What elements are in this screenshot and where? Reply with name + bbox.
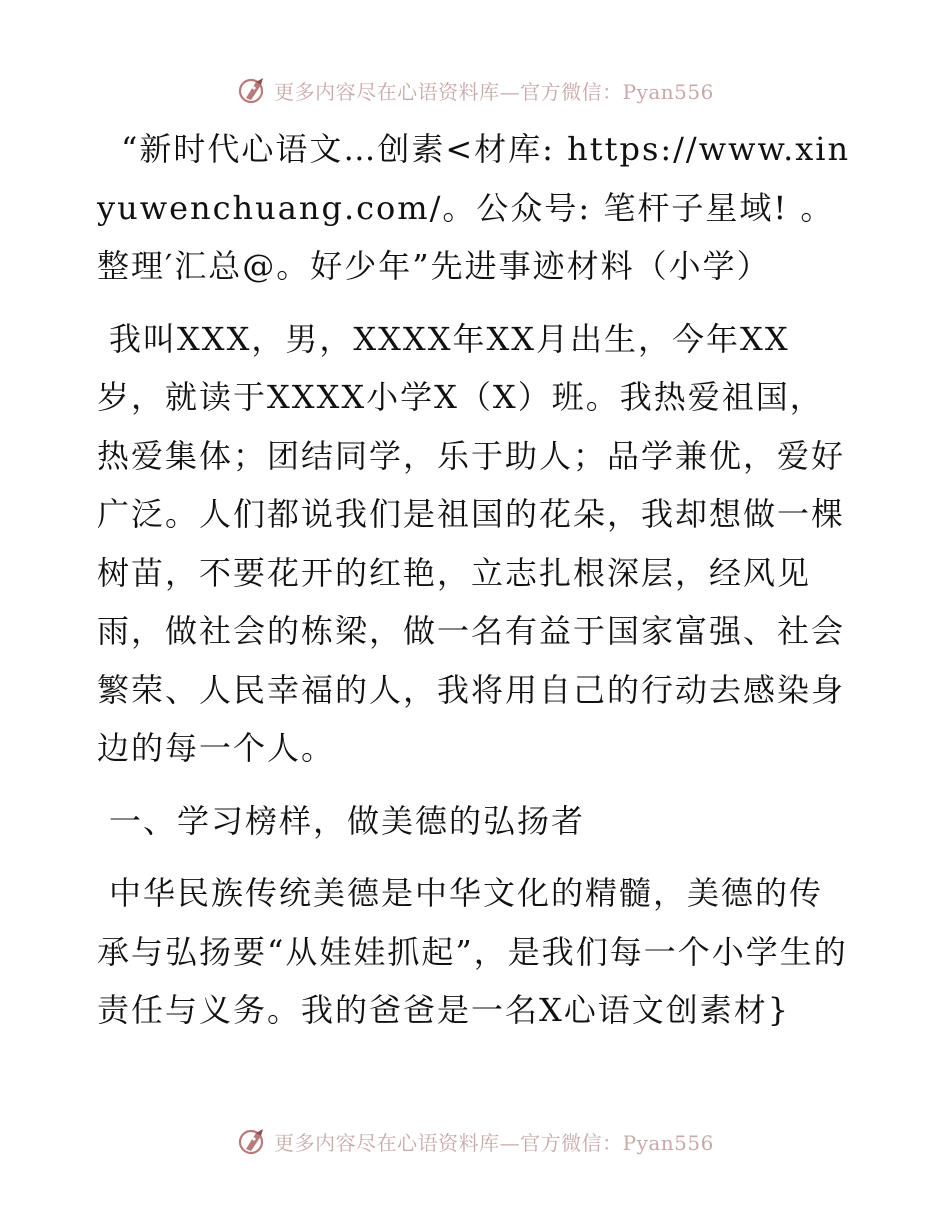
watermark-text: 更多内容尽在心语资料库—官方微信：Pyan556 [274, 79, 714, 104]
intro-paragraph: 我叫XXX，男，XXXX年XX月出生，今年XX岁，就读于XXXX小学X（X）班。我热爱祖国，热爱集体；团结同学，乐于助人；品学兼优，爱好广泛。人们都说我们是祖国的花朵，我却想做一棵树苗，不要花开的红艳，立志扎根深层，经风见雨，做社会的栋梁，做一名有益于国家富强、社会繁荣、人民幸福的人，我将用自己的行动去感染身边的每一个人。 [97, 319, 846, 767]
document-body [97, 120, 853, 1040]
body-paragraph: 中华民族传统美德是中华文化的精髓，美德的传承与弘扬要“从娃娃抓起”，是我们每一个小学生的责任与义务。我的爸爸是一名X心语文创素材} [97, 874, 848, 1029]
watermark-text: 更多内容尽在心语资料库—官方微信：Pyan556 [274, 1130, 714, 1155]
watermark-header [0, 70, 950, 110]
title-paragraph: “新时代心语文…创素<材库: https://www.xinyuwenchuang.com/。公众号: 笔杆子星域! 。整理′汇总@。好少年”先进事迹材料（小学） [97, 130, 851, 285]
pen-nib-logo-icon [236, 1125, 268, 1157]
section-heading: 一、学习榜样，做美德的弘扬者 [109, 801, 586, 840]
watermark-footer [0, 1121, 950, 1161]
pen-nib-logo-icon [236, 74, 268, 106]
